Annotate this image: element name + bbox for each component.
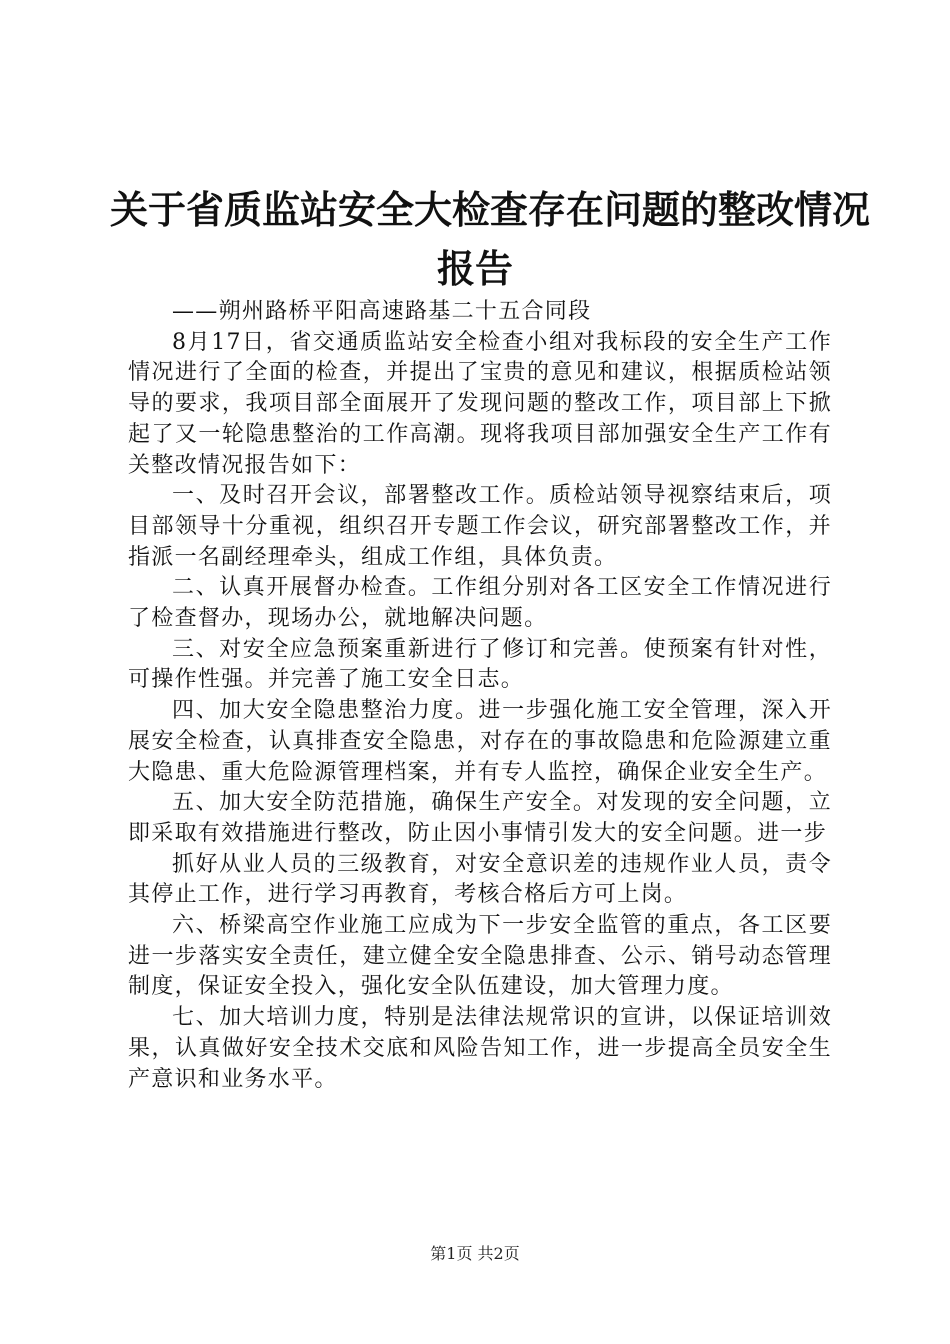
document-subtitle: ——朔州路桥平阳高速路基二十五合同段 <box>172 299 592 324</box>
document-body <box>128 297 832 1095</box>
paragraph-item-3: 三、对安全应急预案重新进行了修订和完善。使预案有针对性，可操作性强。并完善了施工安全日志。 <box>128 636 832 693</box>
document-title-line-2: 报告 <box>436 246 513 291</box>
paragraph-intro: 8月17日，省交通质监站安全检查小组对我标段的安全生产工作情况进行了全面的检查，并提出了宝贵的意见和建议，根据质检站领导的要求，我项目部全面展开了发现问题的整改工作，项目部上下掀起了又一轮隐患整治的工作高潮。现将我项目部加强安全生产工作有关整改情况报告如下： <box>128 329 832 478</box>
paragraph-item-5: 五、加大安全防范措施，确保生产安全。对发现的安全问题，立即采取有效措施进行整改，防止因小事情引发大的安全问题。进一步 <box>128 790 832 846</box>
paragraph-item-2: 二、认真开展督办检查。工作组分别对各工区安全工作情况进行了检查督办，现场办公，就地解决问题。 <box>128 575 832 632</box>
paragraph-item-4: 四、加大安全隐患整治力度。进一步强化施工安全管理，深入开展安全检查，认真排查安全隐患，对存在的事故隐患和危险源建立重大隐患、重大危险源管理档案，并有专人监控，确保企业安全生产。 <box>128 698 832 785</box>
paragraph-item-6: 六、桥梁高空作业施工应成为下一步安全监管的重点，各工区要进一步落实安全责任，建立健全安全隐患排查、公示、销号动态管理制度，保证安全投入，强化安全队伍建设，加大管理力度。 <box>128 913 832 1000</box>
paragraph-item-1: 一、及时召开会议，部署整改工作。质检站领导视察结束后，项目部领导十分重视，组织召开专题工作会议，研究部署整改工作，并指派一名副经理牵头，组成工作组，具体负责。 <box>128 483 832 570</box>
page-number-footer: 第1页 共2页 <box>430 1244 520 1263</box>
paragraph-item-7: 七、加大培训力度，特别是法律法规常识的宣讲，以保证培训效果，认真做好安全技术交底和风险告知工作，进一步提高全员安全生产意识和业务水平。 <box>128 1005 832 1092</box>
document-title-line-1: 关于省质监站安全大检查存在问题的整改情况 <box>110 187 871 232</box>
paragraph-item-5-continued: 抓好从业人员的三级教育，对安全意识差的违规作业人员，责令其停止工作，进行学习再教育，考核合格后方可上岗。 <box>128 851 832 908</box>
